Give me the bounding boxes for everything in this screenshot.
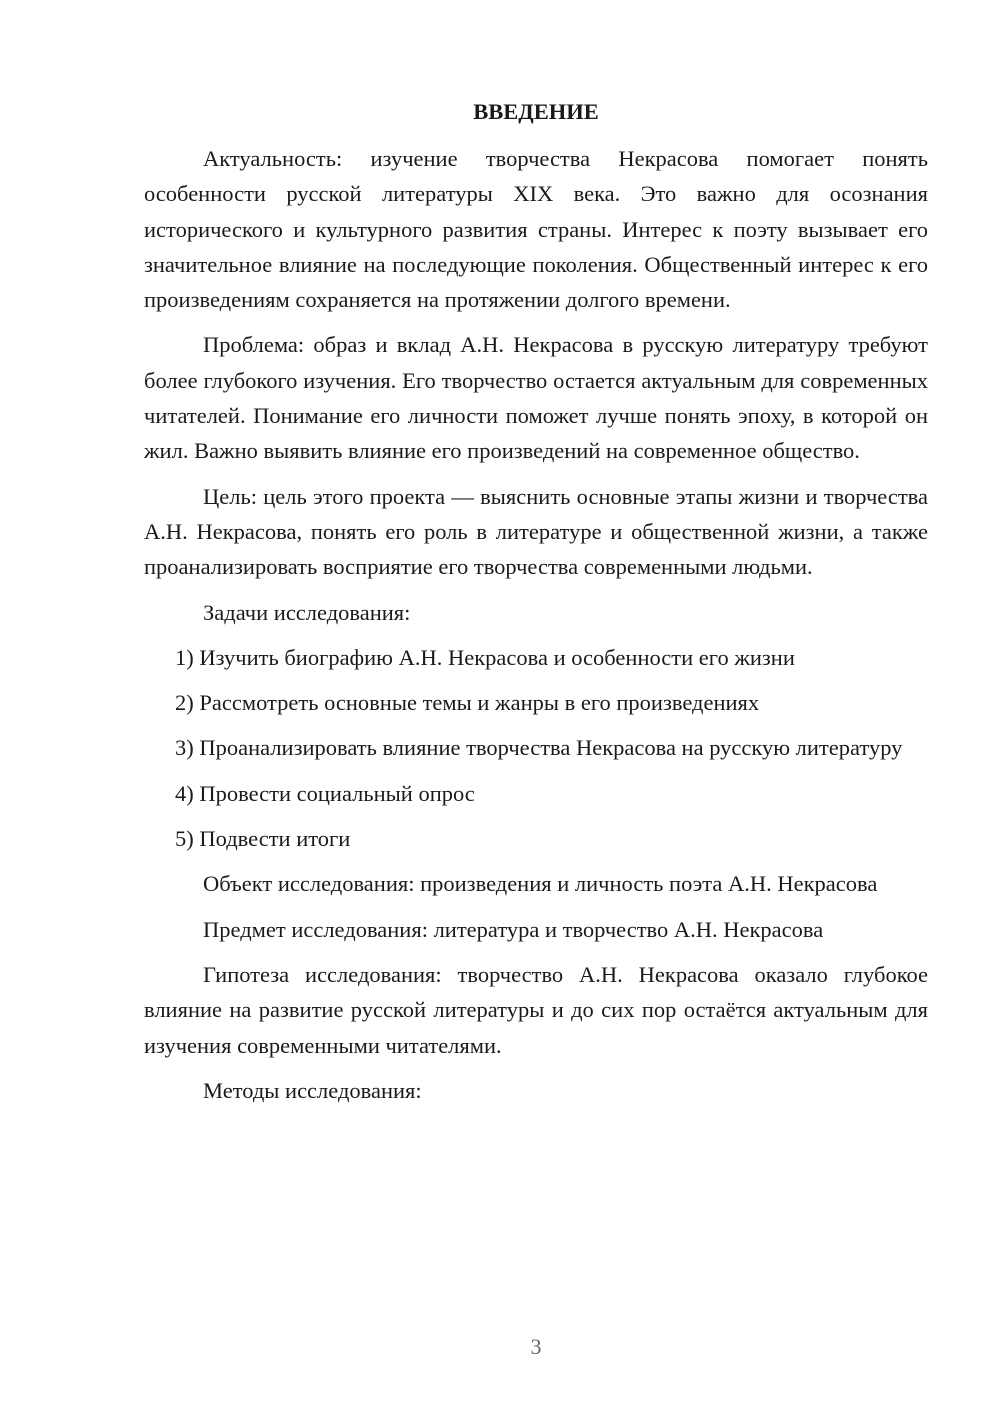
task-item-3: 3) Проанализировать влияние творчества Некрасова на русскую литературу (175, 735, 903, 761)
subject-paragraph: Предмет исследования: литература и творчество А.Н. Некрасова (203, 916, 824, 942)
task-item-5: 5) Подвести итоги (175, 826, 351, 852)
object-paragraph: Объект исследования: произведения и личность поэта А.Н. Некрасова (203, 871, 878, 897)
task-item-1: 1) Изучить биографию А.Н. Некрасова и особенности его жизни (175, 644, 795, 670)
problem-paragraph: Проблема: образ и вклад А.Н. Некрасова в русскую литературу требуют более глубокого изучения. Его творчество остается актуальным для современных читателей. Понимание его личности поможет лучше понять эпоху, в которой он жил. Важно выявить влияние его произведений на современное общество. (144, 332, 928, 464)
page-body (144, 94, 928, 1118)
goal-paragraph: Цель: цель этого проекта — выяснить основные этапы жизни и творчества А.Н. Некрасова, понять его роль в литературе и общественной жизни, а также проанализировать восприятие его творчества современными людьми. (144, 483, 928, 580)
task-item-4: 4) Провести социальный опрос (175, 780, 475, 806)
hypothesis-paragraph: Гипотеза исследования: творчество А.Н. Некрасова оказало глубокое влияние на развитие русской литературы и до сих пор остаётся актуальным для изучения современными читателями. (144, 961, 928, 1058)
methods-title: Методы исследования: (203, 1077, 422, 1103)
tasks-title: Задачи исследования: (203, 599, 411, 625)
relevance-paragraph: Актуальность: изучение творчества Некрасова помогает понять особенности русской литературы XIX века. Это важно для осознания исторического и культурного развития страны. Интерес к поэту вызывает его значительное влияние на последующие поколения. Общественный интерес к его произведениям сохраняется на протяжении долгого времени. (144, 146, 928, 313)
task-item-2: 2) Рассмотреть основные темы и жанры в его произведениях (175, 690, 760, 716)
section-heading: ВВЕДЕНИЕ (473, 99, 599, 124)
page-number: 3 (530, 1334, 542, 1359)
